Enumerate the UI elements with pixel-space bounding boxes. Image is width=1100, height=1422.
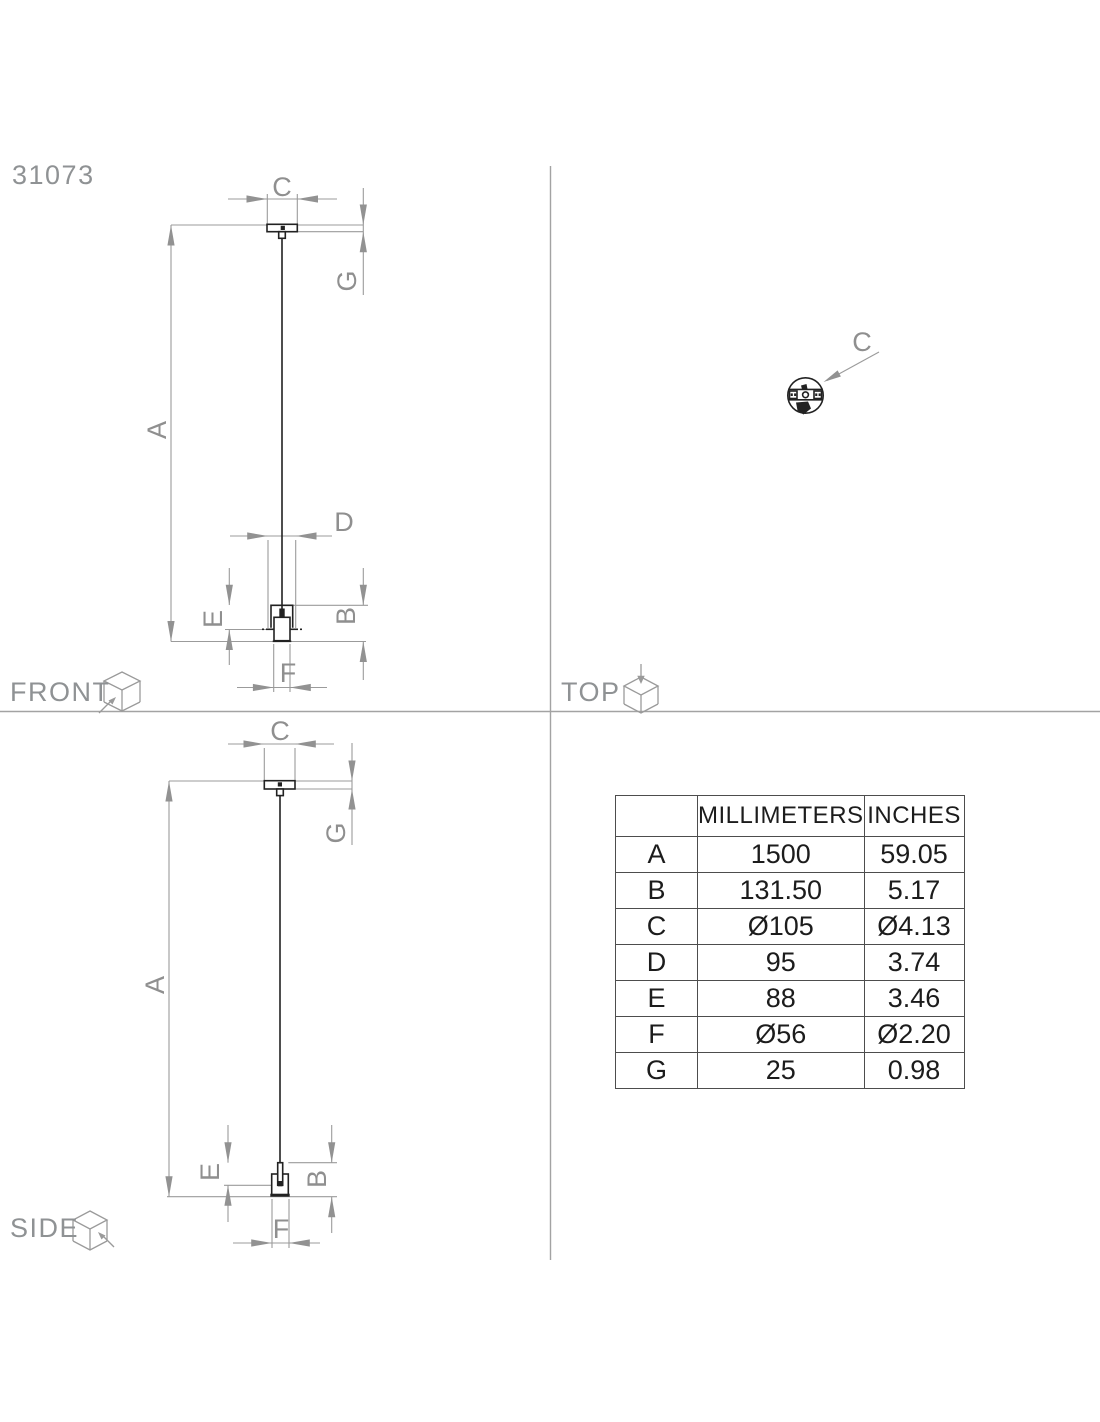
- table-cell-in: Ø4.13: [864, 909, 964, 945]
- front-dim-label-d: D: [334, 507, 354, 537]
- side-dim-label-f: F: [272, 1214, 290, 1244]
- table-cell-dim: E: [616, 981, 698, 1017]
- table-cell-mm: Ø105: [698, 909, 865, 945]
- side-view-icon: [73, 1211, 114, 1250]
- table-cell-in: 59.05: [864, 837, 964, 873]
- front-dim-label-f: F: [279, 658, 297, 688]
- table-header-blank: [616, 796, 698, 837]
- product-code: 31073: [12, 160, 95, 190]
- side-dim-label-c: C: [270, 716, 290, 746]
- side-view: [140, 716, 356, 1248]
- front-view: [142, 172, 368, 692]
- front-dim-label-c: C: [272, 172, 292, 202]
- table-row: [616, 909, 965, 945]
- top-canopy-drawing: [788, 378, 823, 415]
- table-header-millimeters: MILLIMETERS: [698, 796, 865, 837]
- table-cell-in: 3.46: [864, 981, 964, 1017]
- table-cell-in: 3.74: [864, 945, 964, 981]
- top-view-label: TOP: [561, 677, 621, 707]
- table-cell-mm: 25: [698, 1053, 865, 1089]
- side-pendant-drawing: [264, 781, 295, 1197]
- section-dividers: [0, 166, 1100, 1260]
- side-dim-label-g: G: [321, 822, 351, 844]
- front-dim-label-e: E: [198, 609, 228, 629]
- table-cell-in: Ø2.20: [864, 1017, 964, 1053]
- table-cell-mm: 131.50: [698, 873, 865, 909]
- side-dim-label-e: E: [195, 1162, 225, 1182]
- front-view-label: FRONT: [10, 677, 111, 707]
- table-cell-dim: G: [616, 1053, 698, 1089]
- table-header-row: [616, 796, 965, 837]
- dimension-table: [615, 795, 965, 1089]
- top-view-icon: [624, 664, 658, 713]
- table-cell-dim: C: [616, 909, 698, 945]
- table-row: [616, 945, 965, 981]
- table-cell-dim: F: [616, 1017, 698, 1053]
- table-header-inches: INCHES: [864, 796, 964, 837]
- table-row: [616, 837, 965, 873]
- front-dim-label-g: G: [332, 270, 362, 292]
- table-cell-mm: 1500: [698, 837, 865, 873]
- table-cell-in: 0.98: [864, 1053, 964, 1089]
- table-row: [616, 981, 965, 1017]
- front-dim-label-b: B: [331, 606, 361, 626]
- table-cell-dim: D: [616, 945, 698, 981]
- table-row: [616, 873, 965, 909]
- table-row: [616, 1017, 965, 1053]
- table-cell-mm: 95: [698, 945, 865, 981]
- side-view-label: SIDE: [10, 1213, 80, 1243]
- table-cell-dim: B: [616, 873, 698, 909]
- table-cell-in: 5.17: [864, 873, 964, 909]
- side-dim-label-a: A: [140, 975, 170, 995]
- front-dim-label-a: A: [142, 420, 172, 440]
- table-cell-mm: Ø56: [698, 1017, 865, 1053]
- table-cell-mm: 88: [698, 981, 865, 1017]
- table-row: [616, 1053, 965, 1089]
- top-view: [788, 327, 879, 415]
- side-dim-label-b: B: [302, 1169, 332, 1189]
- top-dim-label-c: C: [852, 327, 872, 357]
- table-cell-dim: A: [616, 837, 698, 873]
